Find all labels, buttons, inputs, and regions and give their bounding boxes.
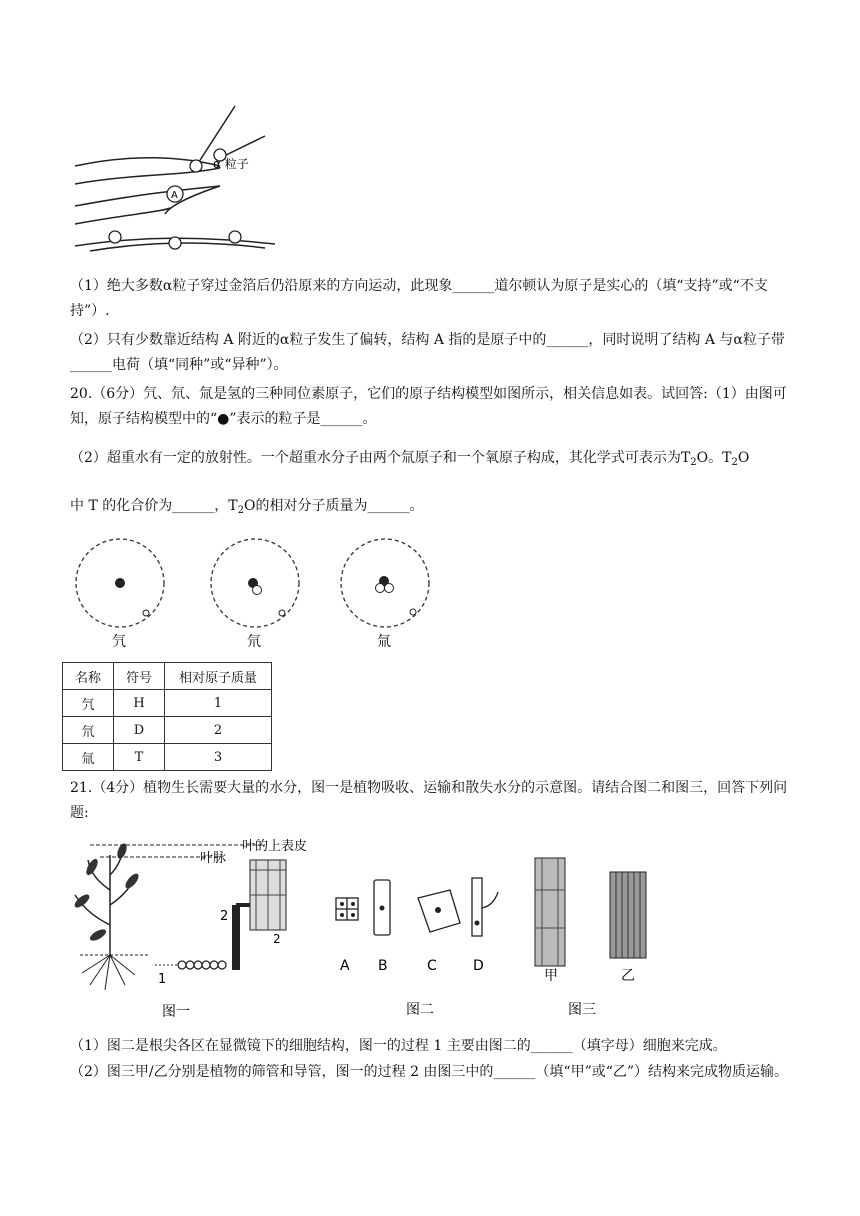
- vessel-figure: [520, 850, 670, 1020]
- plant-figure: [70, 835, 350, 1025]
- alpha-path-4: [75, 208, 170, 224]
- q20-part2: （2）超重水有一定的放射性。一个超重水分子由两个氚原子和一个氧原子构成，其化学式可表示为$T_2O$。$T_2O$: [70, 450, 750, 468]
- alpha-scattering-figure: [70, 96, 280, 261]
- q21-stem: 21.（4分）植物生长需要大量的水分，图一是植物吸收、运输和散失水分的示意图。请结合图二和图三，回答下列问题:: [70, 780, 788, 821]
- root-cells-figure: [330, 868, 510, 1028]
- leaf-vein-label: 叶脉: [200, 851, 227, 866]
- epidermis-label: 叶的上表皮: [242, 839, 308, 854]
- fig2-caption: 图二: [406, 1002, 434, 1018]
- q19-part1: （1）绝大多数α粒子穿过金箔后仍沿原来的方向运动，此现象______道尔顿认为原子是实心的（填“支持”或“不支持”）.: [70, 278, 768, 319]
- atom-label-tritium: 氚: [377, 634, 391, 650]
- process-1-label: 1: [158, 972, 167, 987]
- q21-part2: （2）图三甲/乙分别是植物的筛管和导管，图一的过程 2 由图三中的______（填“甲”或“乙”）结构来完成物质运输。: [70, 1064, 789, 1080]
- formula-t2o: $T_2O$: [680, 450, 709, 468]
- atom-label-deuterium: 氘: [247, 634, 261, 650]
- q19-part2: （2）只有少数靠近结构 A 附近的α粒子发生了偏转，结构 A 指的是原子中的______，同时说明了结构 A 与α粒子带______电荷（填“同种”或“异种”）。: [70, 332, 785, 373]
- sieve-tube-icon: [535, 858, 565, 966]
- cell-d-label: D: [473, 958, 484, 974]
- q21-part1: （1）图二是根尖各区在显微镜下的细胞结构，图一的过程 1 主要由图二的______（填字母）细胞来完成。: [70, 1038, 727, 1054]
- process-2-label: 2: [220, 909, 229, 924]
- fig3-caption: 图三: [568, 1002, 596, 1018]
- vessel-bar: [232, 905, 240, 970]
- cell-a-label: A: [340, 958, 350, 974]
- table-row: 氚 T 3: [63, 744, 272, 771]
- process-2b-label: 2: [273, 932, 281, 946]
- q20-part3: 中 T 的化合价为______，$T_2O$的相对分子质量为______。: [70, 498, 424, 516]
- table-row: 氘 D 2: [63, 717, 272, 744]
- fig1-caption: 图一: [162, 1004, 190, 1020]
- isotope-table: [62, 662, 272, 771]
- alpha-path-3: [75, 186, 220, 214]
- atom-models-figure: [70, 530, 440, 652]
- fig3-label-jia: 甲: [544, 968, 558, 984]
- atom-label-protium: 氕: [112, 634, 126, 650]
- roots-icon: [82, 955, 135, 990]
- alpha-particle-label: α 粒子: [213, 157, 249, 171]
- deflect-path-2: [220, 136, 265, 158]
- q20-stem: 20.（6分）氕、氘、氚是氢的三种同位素原子，它们的原子结构模型如图所示，相关信息如表。试回答:（1）由图可知，原子结构模型中的“●”表示的粒子是______。: [70, 386, 787, 427]
- water-chain-icon: [178, 961, 226, 969]
- table-row: 氕 H 1: [63, 690, 272, 717]
- cell-b-label: B: [378, 958, 388, 974]
- cell-c-label: C: [427, 958, 437, 974]
- fig3-label-yi: 乙: [621, 968, 635, 984]
- table-header-row: 名称 符号 相对原子质量: [63, 663, 272, 690]
- formula-t2o-2: $T_2O$: [722, 450, 750, 468]
- formula-t2o-3: $T_2O$: [228, 498, 256, 516]
- structure-a-label: A: [171, 190, 178, 201]
